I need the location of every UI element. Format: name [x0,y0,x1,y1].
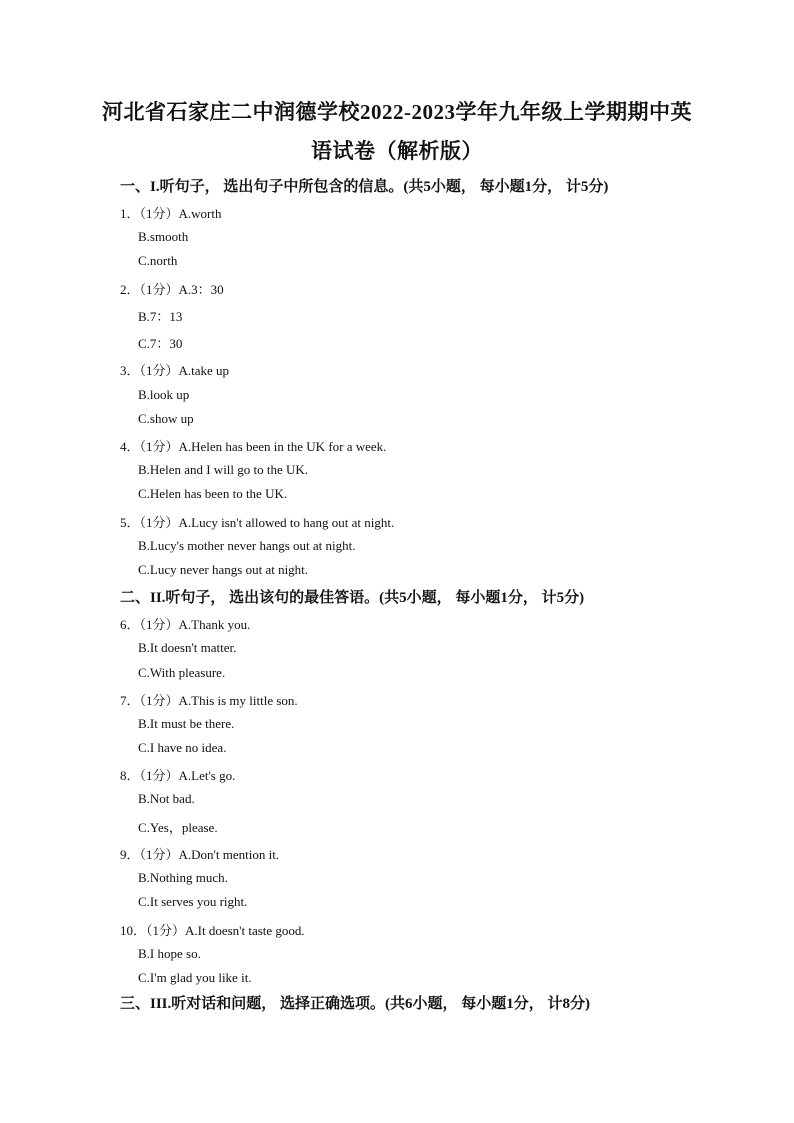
question-7-option-c: C.I have no idea. [138,740,227,755]
exam-title-line-1: 河北省石家庄二中润德学校2022-2023学年九年级上学期期中英 [102,100,692,124]
question-3-stem: 3．（1分）A.take up [120,363,230,378]
question-1-option-b: B.smooth [138,229,189,244]
question-10-option-b: B.I hope so. [138,946,201,961]
question-5-stem: 5．（1分）A.Lucy isn't allowed to hang out at night. [120,515,395,530]
question-8-option-c: C.Yes，please. [138,820,218,835]
question-10-option-c: C.I'm glad you like it. [138,970,252,985]
question-6-option-b: B.It doesn't matter. [138,640,237,655]
question-7-option-b: B.It must be there. [138,716,235,731]
question-4-stem: 4．（1分）A.Helen has been in the UK for a week. [120,439,387,454]
section-heading-1: 一、I.听句子， 选出句子中所包含的信息。(共5小题， 每小题1分， 计5分) [120,179,609,195]
section-heading-3: 三、III.听对话和问题， 选择正确选项。(共6小题， 每小题1分， 计8分) [120,996,591,1012]
question-6-option-c: C.With pleasure. [138,665,226,680]
question-2-stem: 2．（1分）A.3：30 [120,282,224,297]
question-8-option-b: B.Not bad. [138,791,195,806]
question-5-option-b: B.Lucy's mother never hangs out at night. [138,538,356,553]
question-2-option-b: B.7：13 [138,309,183,324]
question-9-stem: 9．（1分）A.Don't mention it. [120,847,280,862]
question-9-option-c: C.It serves you right. [138,894,248,909]
exam-title-line-2: 语试卷（解析版） [311,139,483,163]
question-4-option-c: C.Helen has been to the UK. [138,486,288,501]
question-2-option-c: C.7：30 [138,336,183,351]
question-7-stem: 7．（1分）A.This is my little son. [120,693,298,708]
question-3-option-c: C.show up [138,411,194,426]
question-6-stem: 6．（1分）A.Thank you. [120,617,251,632]
question-10-stem: 10．（1分）A.It doesn't taste good. [120,923,305,938]
section-heading-2: 二、II.听句子， 选出该句的最佳答语。(共5小题， 每小题1分， 计5分) [120,590,585,606]
question-5-option-c: C.Lucy never hangs out at night. [138,562,309,577]
question-9-option-b: B.Nothing much. [138,870,228,885]
question-3-option-b: B.look up [138,387,190,402]
question-1-stem: 1．（1分）A.worth [120,206,222,221]
question-4-option-b: B.Helen and I will go to the UK. [138,462,309,477]
question-1-option-c: C.north [138,253,178,268]
question-8-stem: 8．（1分）A.Let's go. [120,768,236,783]
